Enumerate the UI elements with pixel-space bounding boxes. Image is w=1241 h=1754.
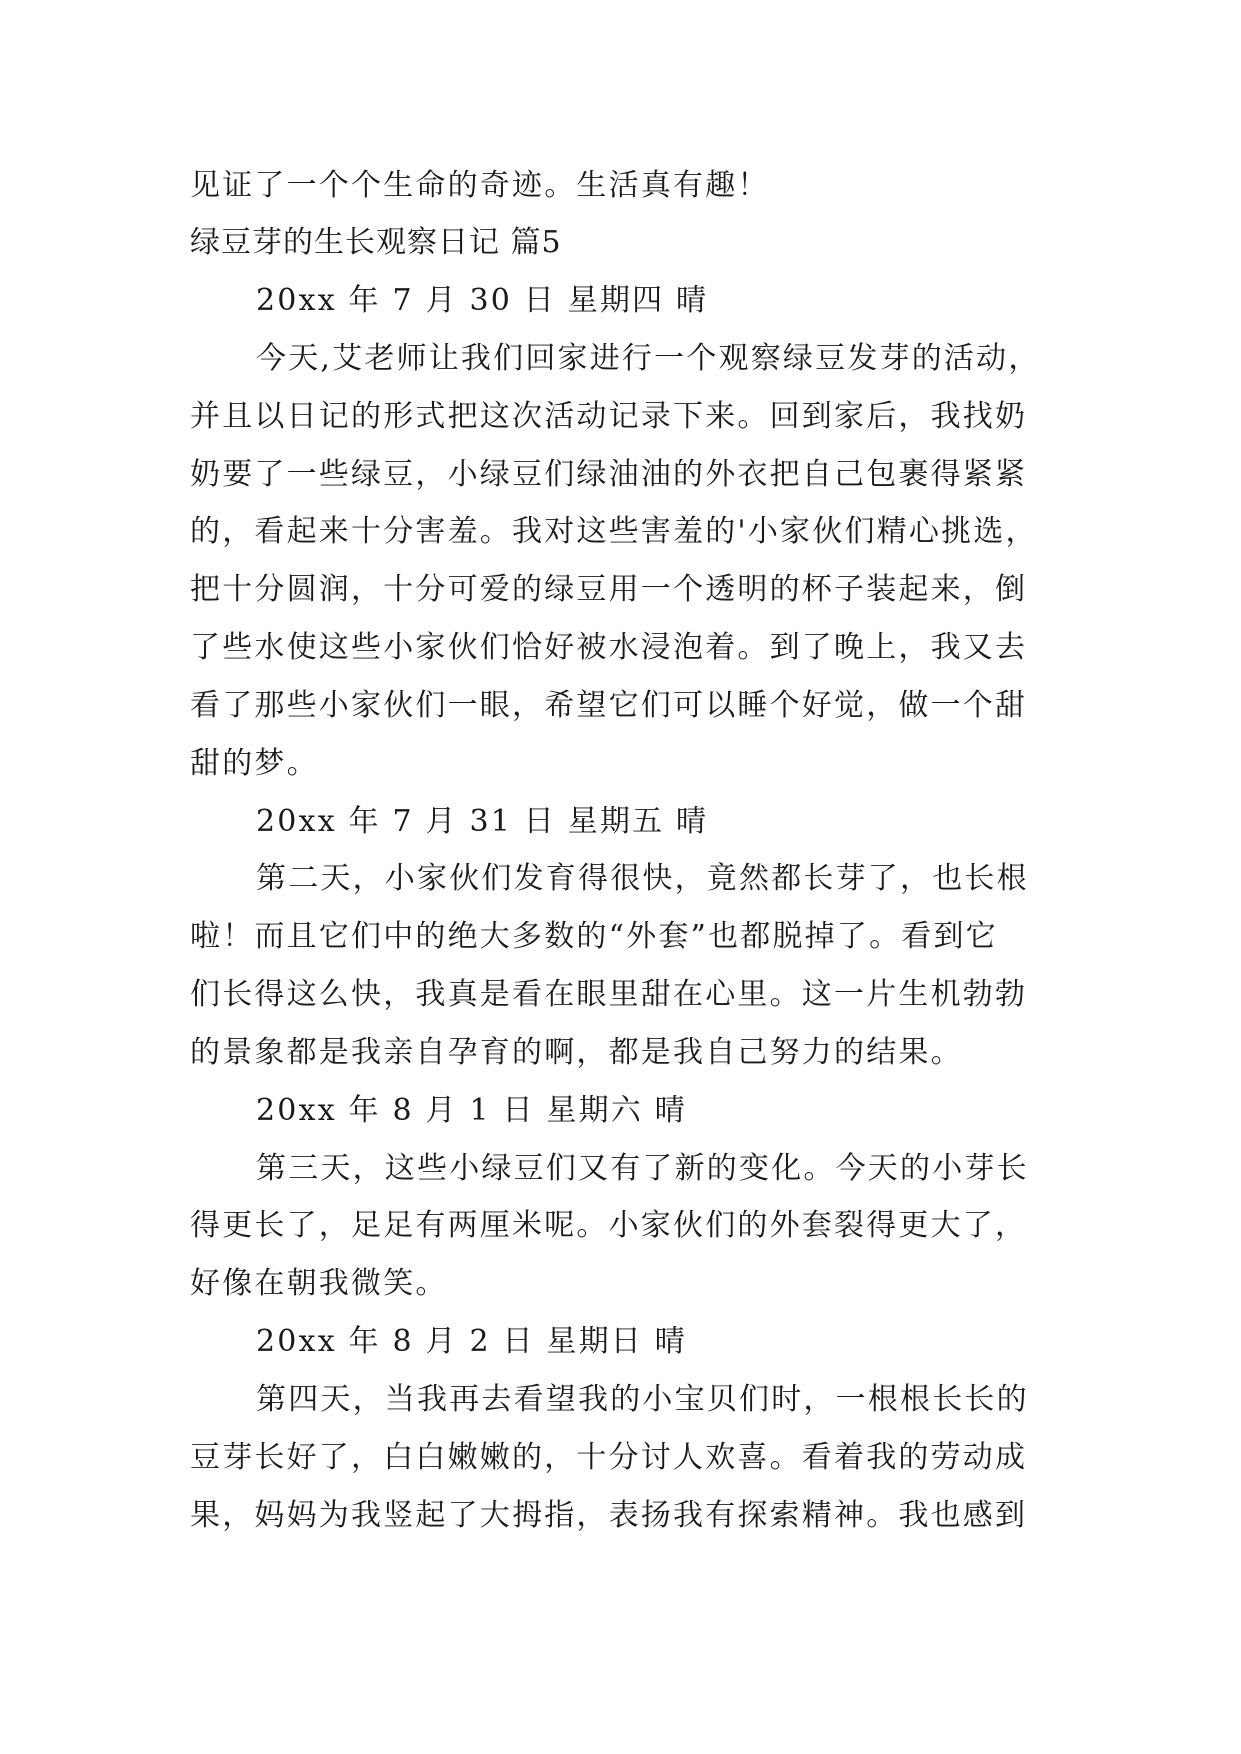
paragraph-line: 的，看起来十分害羞。我对这些害羞的'小家伙们精心挑选， bbox=[190, 514, 1038, 549]
article-heading: 绿豆芽的生长观察日记 篇5 bbox=[190, 225, 562, 260]
paragraph-line: 了些水使这些小家伙们恰好被水浸泡着。到了晚上，我又去 bbox=[190, 630, 1028, 665]
continued-line: 见证了一个个生命的奇迹。生活真有趣！ bbox=[190, 168, 770, 203]
paragraph-line: 今天,艾老师让我们回家进行一个观察绿豆发芽的活动， bbox=[256, 341, 1041, 376]
paragraph-line: 们长得这么快，我真是看在眼里甜在心里。这一片生机勃勃 bbox=[190, 977, 1028, 1012]
paragraph-line: 好像在朝我微笑。 bbox=[190, 1266, 448, 1301]
paragraph-line: 第三天，这些小绿豆们又有了新的变化。今天的小芽长 bbox=[256, 1151, 1029, 1186]
paragraph-line: 把十分圆润，十分可爱的绿豆用一个透明的杯子装起来，倒 bbox=[190, 572, 1028, 607]
entry-date: 20xx 年 8 月 1 日 星期六 晴 bbox=[256, 1093, 687, 1128]
paragraph-line: 甜的梦。 bbox=[190, 746, 319, 781]
paragraph-line: 果，妈妈为我竖起了大拇指，表扬我有探索精神。我也感到 bbox=[190, 1498, 1028, 1533]
paragraph-line: 啦！而且它们中的绝大多数的“外套”也都脱掉了。看到它 bbox=[190, 919, 998, 954]
paragraph-line: 豆芽长好了，白白嫩嫩的，十分讨人欢喜。看着我的劳动成 bbox=[190, 1440, 1028, 1475]
paragraph-line: 并且以日记的形式把这次活动记录下来。回到家后，我找奶 bbox=[190, 399, 1028, 434]
paragraph-line: 得更长了，足足有两厘米呢。小家伙们的外套裂得更大了， bbox=[190, 1208, 1028, 1243]
paragraph-line: 第四天，当我再去看望我的小宝贝们时，一根根长长的 bbox=[256, 1382, 1029, 1417]
paragraph-line: 第二天，小家伙们发育得很快，竟然都长芽了，也长根 bbox=[256, 861, 1029, 896]
paragraph-line: 看了那些小家伙们一眼，希望它们可以睡个好觉，做一个甜 bbox=[190, 688, 1028, 723]
paragraph-line: 奶要了一些绿豆，小绿豆们绿油油的外衣把自己包裹得紧紧 bbox=[190, 457, 1028, 492]
entry-date: 20xx 年 7 月 30 日 星期四 晴 bbox=[256, 283, 709, 318]
entry-date: 20xx 年 8 月 2 日 星期日 晴 bbox=[256, 1324, 687, 1359]
paragraph-line: 的景象都是我亲自孕育的啊，都是我自己努力的结果。 bbox=[190, 1035, 963, 1070]
entry-date: 20xx 年 7 月 31 日 星期五 晴 bbox=[256, 804, 709, 839]
